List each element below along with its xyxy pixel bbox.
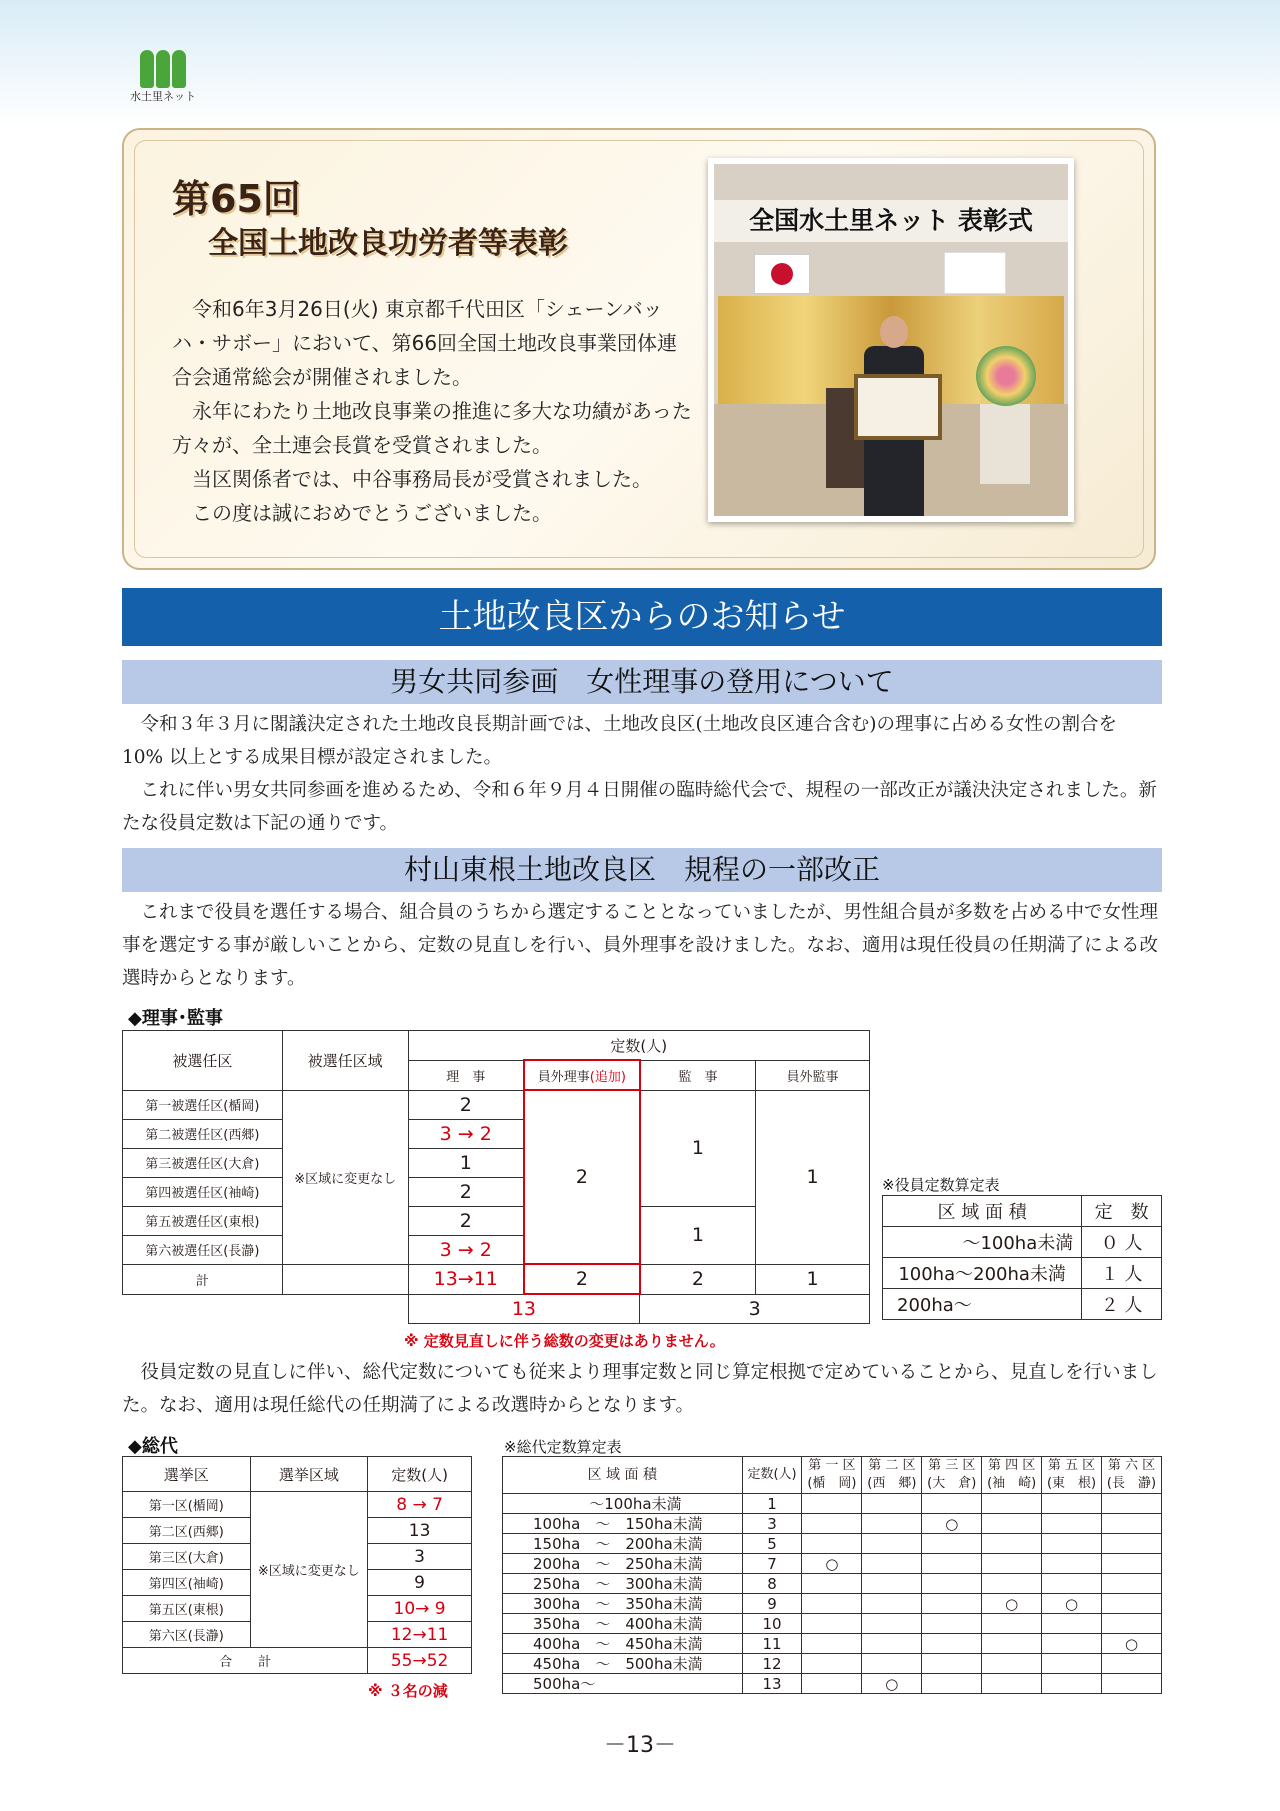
section2-body	[122, 896, 1162, 995]
col-header: 員外監事	[756, 1060, 870, 1090]
calc-row	[503, 1674, 1162, 1694]
district-name: 第六被選任区(長瀞)	[123, 1235, 283, 1264]
district-name: 第二被選任区(西郷)	[123, 1119, 283, 1148]
total-label: 計	[123, 1264, 283, 1294]
col-header: 監 事	[640, 1060, 756, 1090]
calc-row	[503, 1634, 1162, 1654]
empty-cell	[1042, 1494, 1102, 1514]
empty-cell	[802, 1614, 862, 1634]
empty-cell	[1102, 1654, 1162, 1674]
photo-banner: 全国水土里ネット 表彰式	[714, 200, 1068, 242]
empty-cell	[982, 1514, 1042, 1534]
area-range: 350ha ～ 400ha未満	[503, 1614, 743, 1634]
director-count: 2	[408, 1177, 524, 1206]
officers-table	[122, 1030, 870, 1324]
award-paragraph: 当区関係者では、中谷事務局長が受賞されました。	[192, 467, 652, 491]
logo-leaf-icon	[172, 50, 186, 88]
quota: 7	[742, 1554, 802, 1574]
empty-cell	[802, 1634, 862, 1654]
calc-row	[503, 1594, 1162, 1614]
empty-cell	[1102, 1534, 1162, 1554]
selected-mark: ○	[862, 1674, 922, 1694]
award-subtitle: 全国土地改良功労者等表彰	[208, 226, 568, 261]
delegate-calc-table	[502, 1456, 1162, 1694]
area-range: 200ha ～ 250ha未満	[503, 1554, 743, 1574]
empty-cell	[862, 1514, 922, 1534]
calc-row	[503, 1574, 1162, 1594]
empty-cell	[862, 1494, 922, 1514]
empty-cell	[922, 1494, 982, 1514]
delegate-quota: 3	[368, 1544, 472, 1570]
director-count: 3 → 2	[408, 1235, 524, 1264]
area-range: 500ha～	[503, 1674, 743, 1694]
district-name: 第三区(大倉)	[123, 1544, 251, 1570]
total-label: 合 計	[123, 1648, 368, 1674]
logo-leaf-icon	[156, 50, 170, 88]
district-name: 第五被選任区(東根)	[123, 1206, 283, 1235]
empty-cell	[862, 1614, 922, 1634]
awardee-figure	[864, 316, 924, 516]
area-range: 150ha ～ 200ha未満	[503, 1534, 743, 1554]
district-name: 第四区(袖崎)	[123, 1570, 251, 1596]
section3-body	[122, 1356, 1162, 1422]
empty-cell	[1042, 1654, 1102, 1674]
quota: 3	[742, 1514, 802, 1534]
officers-note: ※ 定数見直しに伴う総数の変更はありません。	[404, 1332, 725, 1350]
empty-cell	[982, 1634, 1042, 1654]
selected-mark: ○	[922, 1514, 982, 1534]
empty-cell	[982, 1494, 1042, 1514]
col-header: 理 事	[408, 1060, 524, 1090]
quota: 12	[742, 1654, 802, 1674]
director-count: 1	[408, 1148, 524, 1177]
delegates-note: ※ ３名の減	[368, 1682, 448, 1700]
area-range: 200ha～	[883, 1289, 1082, 1320]
flowers-icon	[976, 346, 1036, 406]
logo-leaf-icon	[140, 50, 154, 88]
delegate-quota: 12→11	[368, 1622, 472, 1648]
empty-cell	[1042, 1674, 1102, 1694]
director-count: 2	[408, 1090, 524, 1119]
total-ext-director: 2	[524, 1264, 640, 1294]
logo-sign-icon	[944, 252, 1006, 294]
director-count: 3 → 2	[408, 1119, 524, 1148]
area-range: ～100ha未満	[503, 1494, 743, 1514]
director-count: 2	[408, 1206, 524, 1235]
empty-cell	[1042, 1534, 1102, 1554]
col-header: 被選任区	[123, 1031, 283, 1091]
empty-cell	[862, 1634, 922, 1654]
notice-main-title: 土地改良区からのお知らせ	[122, 588, 1162, 646]
empty-cell	[862, 1574, 922, 1594]
empty-cell	[922, 1594, 982, 1614]
total-ext-auditor: 1	[756, 1264, 870, 1294]
empty-cell	[862, 1534, 922, 1554]
empty-cell	[802, 1674, 862, 1694]
area-note: ※区域に変更なし	[250, 1492, 368, 1648]
award-title: 第65回	[172, 177, 301, 221]
district-name: 第一被選任区(楯岡)	[123, 1090, 283, 1119]
ceremony-photo	[708, 158, 1074, 522]
selected-mark: ○	[1042, 1594, 1102, 1614]
calc-row	[503, 1514, 1162, 1534]
empty-cell	[802, 1534, 862, 1554]
logo	[128, 42, 198, 104]
empty-cell	[802, 1574, 862, 1594]
flag-icon	[754, 254, 810, 294]
area-range: 450ha ～ 500ha未満	[503, 1654, 743, 1674]
quota: 9	[742, 1594, 802, 1614]
col-header: 定数(人)	[368, 1457, 472, 1492]
district-header: 第 五 区 (東 根)	[1042, 1457, 1102, 1494]
ext-auditor-count: 1	[756, 1090, 870, 1264]
section3-paragraph: 役員定数の見直しに伴い、総代定数についても従来より理事定数と同じ算定根拠で定めていることから、見直しを行いました。なお、適用は現任総代の任期満了による改選時からとなります。	[122, 1362, 1158, 1416]
delegate-quota: 8 → 7	[368, 1492, 472, 1518]
col-header: 選挙区	[123, 1457, 251, 1492]
calc-row	[503, 1554, 1162, 1574]
section2-title: 村山東根土地改良区 規程の一部改正	[122, 848, 1162, 892]
selected-mark: ○	[802, 1554, 862, 1574]
empty-cell	[1102, 1554, 1162, 1574]
logo-caption: 水土里ネット	[130, 90, 196, 103]
col-header-ext-director: 員外理事(追加)	[524, 1060, 640, 1090]
empty-cell	[802, 1654, 862, 1674]
empty-cell	[982, 1574, 1042, 1594]
district-name: 第二区(西郷)	[123, 1518, 251, 1544]
quota: ２ 人	[1082, 1289, 1162, 1320]
total-quota: 55→52	[368, 1648, 472, 1674]
quota: ０ 人	[1082, 1227, 1162, 1258]
certificate-icon	[854, 374, 942, 440]
area-note: ※区域に変更なし	[282, 1090, 408, 1264]
empty-cell	[802, 1514, 862, 1534]
empty-cell	[922, 1614, 982, 1634]
calc-row	[503, 1614, 1162, 1634]
empty-cell	[1102, 1514, 1162, 1534]
district-header: 第 二 区 (西 郷)	[862, 1457, 922, 1494]
ext-director-count: 2	[524, 1090, 640, 1264]
officers-table-label: ◆理事･監事	[128, 1008, 223, 1029]
calc-row	[503, 1494, 1162, 1514]
delegates-table	[122, 1456, 472, 1674]
section1-paragraph: 令和３年３月に閣議決定された土地改良長期計画では、土地改良区(土地改良区連合含む)の理事に占める女性の割合を 10% 以上とする成果目標が設定されました。	[122, 714, 1117, 768]
section1-body	[122, 708, 1162, 840]
delegates-table-label: ◆総代	[128, 1436, 178, 1457]
area-range: 250ha ～ 300ha未満	[503, 1574, 743, 1594]
col-header: 選挙区域	[250, 1457, 368, 1492]
district-header: 第 六 区 (長 瀞)	[1102, 1457, 1162, 1494]
district-header: 第 四 区 (袖 崎)	[982, 1457, 1042, 1494]
empty-cell	[1102, 1594, 1162, 1614]
empty-cell	[1042, 1574, 1102, 1594]
empty-cell	[862, 1554, 922, 1574]
empty-cell	[1102, 1574, 1162, 1594]
quota: 10	[742, 1614, 802, 1634]
delegate-calc-label: ※総代定数算定表	[504, 1438, 622, 1456]
col-header: 区 域 面 積	[503, 1457, 743, 1494]
award-paragraph: この度は誠におめでとうございました。	[192, 501, 552, 525]
delegate-quota: 13	[368, 1518, 472, 1544]
empty-cell	[922, 1634, 982, 1654]
district-header: 第 一 区 (楯 岡)	[802, 1457, 862, 1494]
quota: 13	[742, 1674, 802, 1694]
quota: 11	[742, 1634, 802, 1654]
district-name: 第一区(楯岡)	[123, 1492, 251, 1518]
district-name: 第五区(東根)	[123, 1596, 251, 1622]
quota: １ 人	[1082, 1258, 1162, 1289]
district-header: 第 三 区 (大 倉)	[922, 1457, 982, 1494]
col-header: 被選任区域	[282, 1031, 408, 1091]
empty-cell	[1042, 1634, 1102, 1654]
empty-cell	[982, 1674, 1042, 1694]
quota: 5	[742, 1534, 802, 1554]
empty-cell	[1102, 1674, 1162, 1694]
empty-cell	[922, 1574, 982, 1594]
empty-cell	[1042, 1514, 1102, 1534]
empty-cell	[802, 1494, 862, 1514]
auditor-count: 1	[640, 1206, 756, 1264]
col-header: 定 数	[1082, 1196, 1162, 1227]
officer-calc-table	[882, 1195, 1162, 1320]
empty-cell	[802, 1594, 862, 1614]
empty-cell	[982, 1554, 1042, 1574]
total-auditor: 2	[640, 1264, 756, 1294]
district-name: 第六区(長瀞)	[123, 1622, 251, 1648]
empty-cell	[982, 1614, 1042, 1634]
empty-cell	[922, 1674, 982, 1694]
total-director: 13→11	[408, 1264, 524, 1294]
award-paragraph: 永年にわたり土地改良事業の推進に多大な功績があった方々が、全土連会長賞を受賞されました。	[172, 399, 692, 457]
empty-cell	[862, 1654, 922, 1674]
award-paragraph: 令和6年3月26日(火) 東京都千代田区「シェーンバッハ・サボー」において、第66回全国土地改良事業団体連合会通常総会が開催されました。	[172, 297, 678, 389]
empty-cell	[922, 1534, 982, 1554]
area-range: 400ha ～ 450ha未満	[503, 1634, 743, 1654]
grand-auditors: 3	[640, 1294, 870, 1324]
area-range: 100ha ～ 150ha未満	[503, 1514, 743, 1534]
empty-cell	[862, 1594, 922, 1614]
quota: 8	[742, 1574, 802, 1594]
area-range: 100ha～200ha未満	[883, 1258, 1082, 1289]
grand-directors: 13	[408, 1294, 640, 1324]
selected-mark: ○	[982, 1594, 1042, 1614]
empty-cell	[1042, 1614, 1102, 1634]
award-body	[172, 292, 692, 530]
empty-cell	[1102, 1494, 1162, 1514]
empty-cell	[922, 1554, 982, 1574]
col-header: 定数(人)	[742, 1457, 802, 1494]
delegate-quota: 10→ 9	[368, 1596, 472, 1622]
calc-row	[503, 1654, 1162, 1674]
empty-cell	[922, 1654, 982, 1674]
district-name: 第四被選任区(袖崎)	[123, 1177, 283, 1206]
col-header: 定数(人)	[408, 1031, 869, 1061]
area-range: 300ha ～ 350ha未満	[503, 1594, 743, 1614]
empty-cell	[1042, 1554, 1102, 1574]
district-name: 第三被選任区(大倉)	[123, 1148, 283, 1177]
delegate-quota: 9	[368, 1570, 472, 1596]
page-number: －13－	[604, 1733, 676, 1758]
calc-row	[503, 1534, 1162, 1554]
area-range: ～100ha未満	[883, 1227, 1082, 1258]
section2-paragraph: これまで役員を選任する場合、組合員のうちから選定することとなっていましたが、男性組合員が多数を占める中で女性理事を選定する事が厳しいことから、定数の見直しを行い、員外理事を設けました。なお、適用は現任役員の任期満了による改選時からとなります。	[122, 902, 1159, 989]
selected-mark: ○	[1102, 1634, 1162, 1654]
empty-cell	[982, 1654, 1042, 1674]
empty-cell	[1102, 1614, 1162, 1634]
officer-calc-label: ※役員定数算定表	[882, 1176, 1000, 1194]
section1-paragraph: これに伴い男女共同参画を進めるため、令和６年９月４日開催の臨時総代会で、規程の一部改正が議決決定されました。新たな役員定数は下記の通りです。	[122, 780, 1157, 834]
section1-title: 男女共同参画 女性理事の登用について	[122, 660, 1162, 704]
auditor-count: 1	[640, 1090, 756, 1206]
empty-cell	[982, 1534, 1042, 1554]
col-header: 区 域 面 積	[883, 1196, 1082, 1227]
quota: 1	[742, 1494, 802, 1514]
